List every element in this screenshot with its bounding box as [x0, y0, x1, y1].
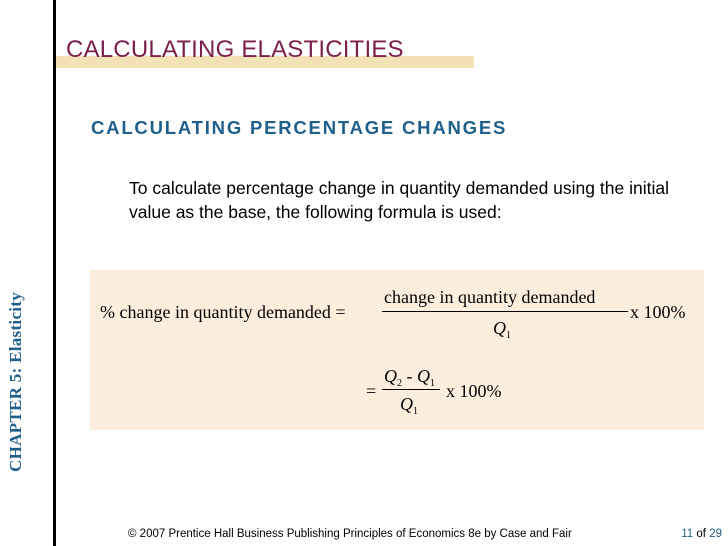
- formula-box: [90, 270, 704, 430]
- formula-denominator-1: $Q_1$: [493, 318, 511, 341]
- formula-numerator-1: change in quantity demanded: [384, 287, 596, 307]
- formula-equals-2: =: [366, 381, 377, 401]
- footer-copyright: © 2007 Prentice Hall Business Publishing Principles of Economics 8e by Case and Fair: [128, 528, 572, 540]
- fraction-line-1: [382, 311, 628, 312]
- footer-page-number: 11 of 29: [681, 528, 722, 540]
- formula-denominator-2: $Q_1$: [400, 394, 418, 417]
- formula-lhs: % change in quantity demanded =: [100, 302, 346, 322]
- formula-times-2: x 100%: [446, 381, 502, 401]
- section-subheading: CALCULATING PERCENTAGE CHANGES: [91, 117, 508, 138]
- body-paragraph: To calculate percentage change in quantity demanded using the initial value as the base, the following formula is used:: [129, 178, 669, 222]
- title-block: [66, 36, 404, 64]
- chapter-label: CHAPTER 5: Elasticity: [6, 291, 25, 472]
- fraction-line-2: [382, 389, 440, 390]
- sidebar-divider: [53, 0, 56, 546]
- formula-numerator-2: $Q_2 - Q_1$: [384, 366, 435, 389]
- sidebar: [0, 0, 58, 546]
- slide-title: CALCULATING ELASTICITIES: [66, 36, 404, 63]
- formula-times-1: x 100%: [630, 302, 686, 322]
